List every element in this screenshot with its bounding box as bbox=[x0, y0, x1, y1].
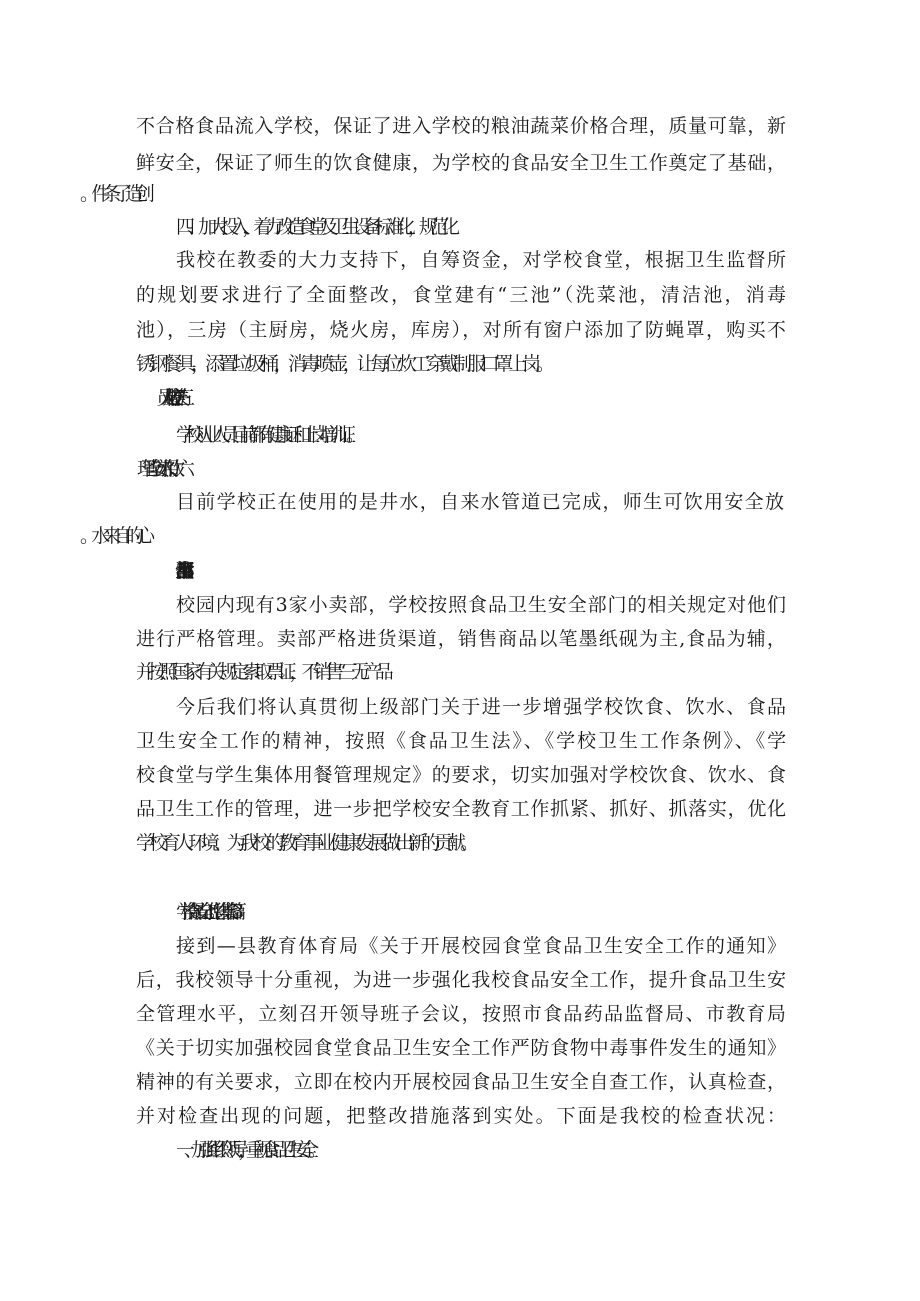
text-line: 不合格食品流入学校，保证了进入学校的粮油蔬菜价格合理，质量可靠，新 bbox=[136, 115, 787, 137]
text-line: 我校在教委的大力支持下，自筹资金，对学校食堂，根据卫生监督所 bbox=[176, 249, 788, 271]
text-line bbox=[136, 524, 920, 548]
section-title: 学校食品安全工作总结集合篇3 bbox=[176, 901, 230, 923]
text-line: 校园内现有3家小卖部，学校按照食品卫生安全部门的相关规定对他们 bbox=[176, 594, 787, 616]
text-line: 今后我们将认真贯彻上级部门关于进一步增强学校饮食、饮水、食品 bbox=[176, 696, 788, 718]
section-heading bbox=[176, 559, 920, 583]
text-line: 接到—县教育体育局《关于开展校园食堂食品卫生安全工作的通知》 bbox=[176, 935, 788, 957]
text-line: 进行严格管理。卖部严格进货渠道，销售商品以笔墨纸砚为主,食品为辅， bbox=[136, 628, 788, 650]
text-line: 的规划要求进行了全面整改，食堂建有“三池”（洗菜池，清洁池，消毒 bbox=[136, 284, 789, 306]
text-line: 《关于切实加强校园食堂食品卫生安全工作严防食物中毒事件发生的通知》 bbox=[136, 1037, 787, 1059]
section-heading: 四、加大投入，着力改造食堂及卫生设备标准化，规范化 bbox=[176, 216, 453, 238]
text-line: 后，我校领导十分重视，为进一步强化我校食品安全工作，提升食品卫生安 bbox=[136, 969, 787, 991]
text-line bbox=[136, 182, 920, 206]
text-line: 全管理水平，立刻召开领导班子会议，按照市食品药品监督局、市教育局 bbox=[136, 1003, 788, 1025]
text-line: 鲜安全，保证了师生的饮食健康，为学校的食品安全卫生工作奠定了基础， bbox=[136, 152, 787, 174]
text-line: 并按照国家有关规定索取票证，不销售“三无产品 bbox=[136, 661, 387, 683]
text-line: 目前学校正在使用的是井水，自来水管道已完成，师生可饮用安全放 bbox=[176, 491, 786, 513]
text-line: 池），三房（主厨房，烧火房，库房），对所有窗户添加了防蝇罩，购买不 bbox=[136, 319, 788, 341]
text-line: 学校从业人员目前都有健康证和上岗培训证。 bbox=[176, 424, 356, 446]
section-heading: 一、加强组织领导，重视食品卫生安全。 bbox=[176, 1139, 316, 1161]
text-line: 校食堂与学生集体用餐管理规定》的要求，切实加强对学校饮食、饮水、食 bbox=[136, 764, 787, 786]
section-heading bbox=[176, 457, 920, 481]
text-line: 并对检查出现的问题，把整改措施落到实处。下面是我校的检查状况： bbox=[136, 1105, 788, 1127]
text-line: 品卫生工作的管理，进一步把学校安全教育工作抓紧、抓好、抓落实，优化 bbox=[136, 798, 787, 820]
text-line: 精神的有关要求，立即在校内开展校园食品卫生安全自查工作，认真检查， bbox=[136, 1071, 787, 1093]
text-line: 锈钢餐具，添置垃圾桶，消毒喷壶，让每位炊工穿戴制服口罩上岗。 bbox=[136, 353, 550, 375]
section-heading bbox=[176, 386, 920, 410]
text-line: 学校育人环境、为我校的教育事业健康发展做出新的贡献。 bbox=[136, 832, 473, 854]
text-line: 卫生安全工作的精神，按照《食品卫生法》、《学校卫生工作条例》、《学 bbox=[136, 730, 789, 752]
